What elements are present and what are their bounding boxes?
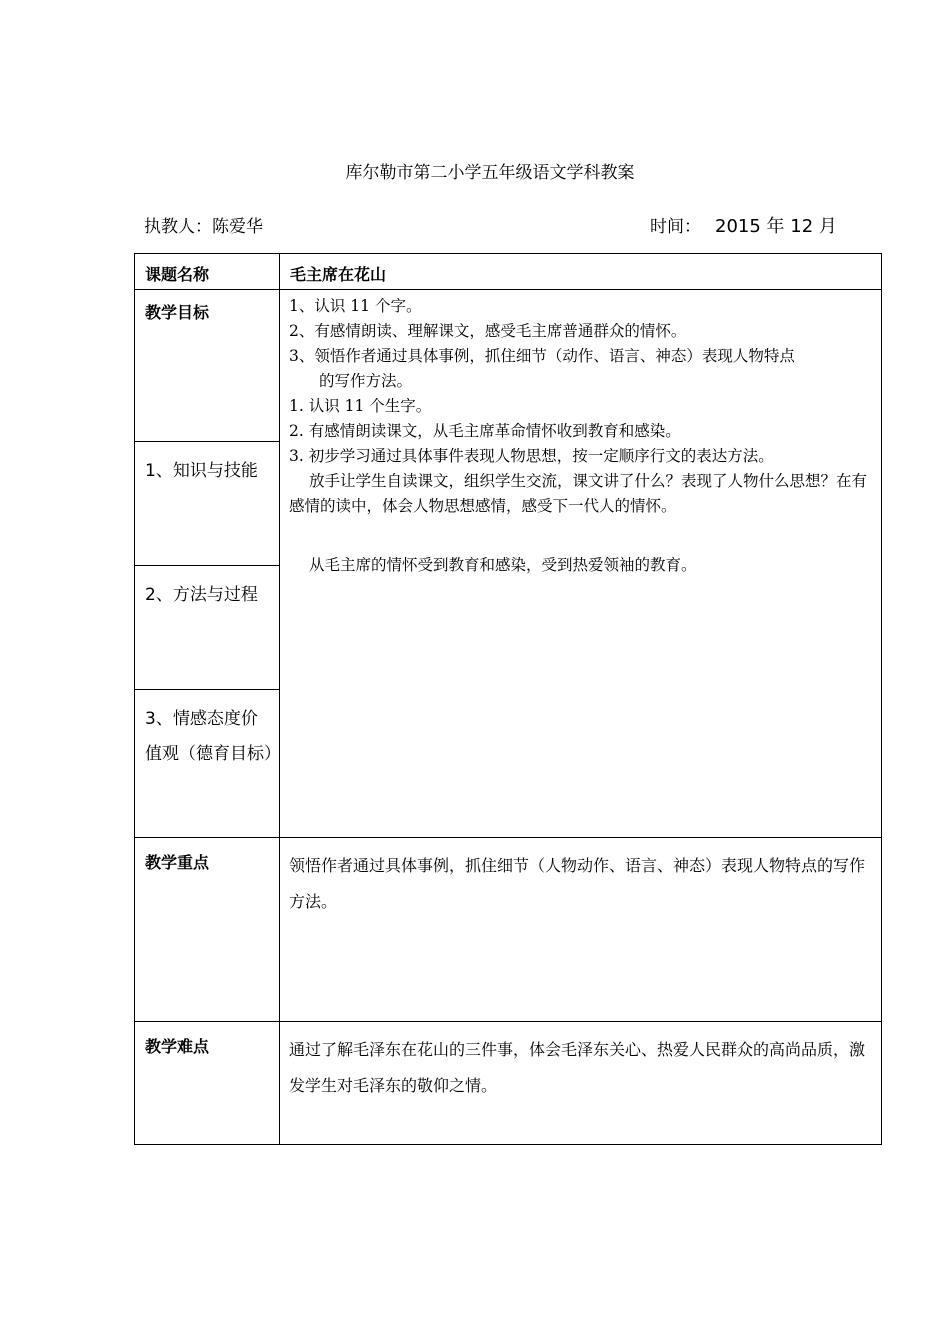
attitude-label: 3、情感态度价值观（德育目标）	[145, 709, 281, 764]
knowledge-label: 1、知识与技能	[145, 461, 258, 481]
date-value: 2015 年 12 月	[715, 216, 837, 237]
key-label-cell	[135, 838, 280, 1022]
key-content-cell	[280, 838, 882, 1022]
goal-line: 3. 初步学习通过具体事件表现人物思想，按一定顺序行文的表达方法。	[289, 447, 774, 465]
goals-label-cell	[135, 290, 280, 442]
table-row	[135, 290, 882, 442]
goal-line: 2. 有感情朗读课文，从毛主席革命情怀收到教育和感染。	[289, 422, 681, 440]
document-title: 库尔勒市第二小学五年级语文学科教案	[345, 163, 635, 183]
lesson-plan-table	[134, 253, 882, 1145]
difficulty-content-cell	[280, 1022, 882, 1145]
goal-line: 从毛主席的情怀受到教育和感染，受到热爱领袖的教育。	[309, 556, 697, 574]
key-label: 教学重点	[145, 853, 210, 872]
method-label-cell	[135, 566, 280, 690]
table-row	[135, 838, 882, 1022]
date-line	[650, 212, 837, 238]
goals-label: 教学目标	[145, 303, 210, 322]
teacher-name: 执教人：陈爱华	[144, 217, 263, 237]
table-row	[135, 254, 882, 290]
date-label: 时间：	[650, 217, 701, 237]
goal-line: 2、有感情朗读、理解课文，感受毛主席普通群众的情怀。	[289, 322, 687, 340]
table-row	[135, 1022, 882, 1145]
goal-line: 1、认识 11 个字。	[289, 297, 422, 315]
topic-label-cell	[135, 254, 280, 290]
goal-line: 的写作方法。	[319, 372, 413, 390]
topic-value: 毛主席在花山	[290, 265, 387, 284]
difficulty-label: 教学难点	[145, 1037, 210, 1056]
attitude-label-cell	[135, 690, 280, 838]
topic-value-cell	[280, 254, 882, 290]
goals-content	[280, 290, 881, 578]
topic-label: 课题名称	[145, 265, 210, 284]
difficulty-label-cell	[135, 1022, 280, 1145]
goal-line: 放手让学生自读课文，组织学生交流，课文讲了什么？表现了人物什么思想？在有感情的读中，体会人物思想感情，感受下一代人的情怀。	[289, 472, 868, 515]
method-label: 2、方法与过程	[145, 585, 258, 605]
goal-line: 1. 认识 11 个生字。	[289, 397, 432, 415]
key-content: 领悟作者通过具体事例，抓住细节（人物动作、语言、神态）表现人物特点的写作方法。	[289, 856, 866, 911]
knowledge-label-cell	[135, 442, 280, 566]
goal-line: 3、领悟作者通过具体事例，抓住细节（动作、语言、神态）表现人物特点	[289, 347, 795, 365]
goals-content-cell	[280, 290, 882, 838]
difficulty-content: 通过了解毛泽东在花山的三件事，体会毛泽东关心、热爱人民群众的高尚品质，激发学生对毛泽东的敬仰之情。	[289, 1040, 866, 1095]
